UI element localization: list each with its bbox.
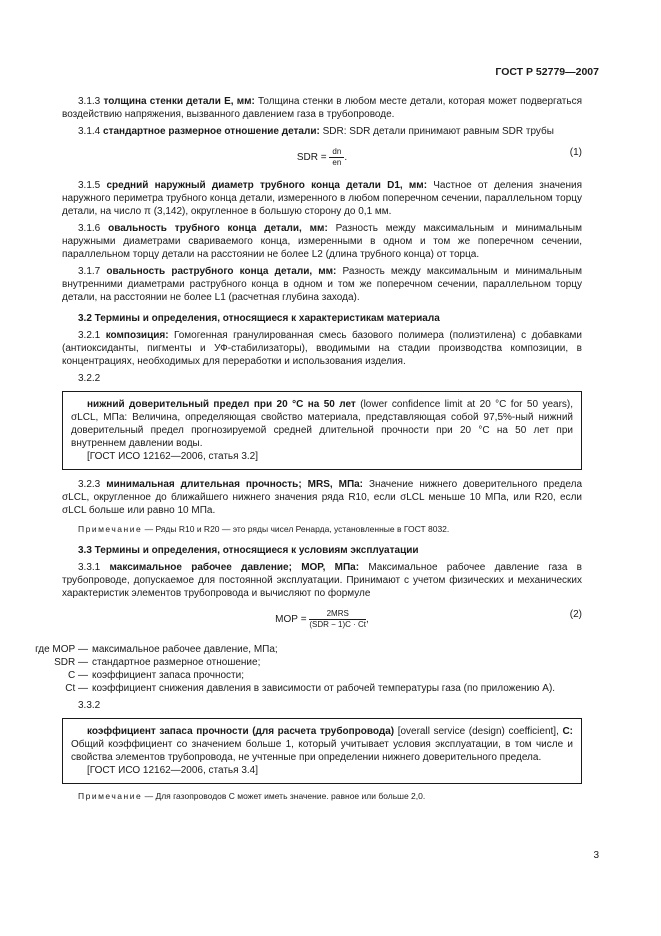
- where-row: Ct — коэффициент снижения давления в зависимости от рабочей температуры газа (по приложению А).: [65, 683, 556, 694]
- where-row: где МОР — максимальное рабочее давление, МПа;: [35, 644, 278, 655]
- where-list: [35, 643, 582, 695]
- section-3-3-heading: 3.3 Термины и определения, относящиеся к условиям эксплуатации: [78, 545, 419, 556]
- reference-3-3-2: [ГОСТ ИСО 12162—2006, статья 3.4]: [87, 765, 259, 776]
- where-row: C — коэффициент запаса прочности;: [68, 670, 244, 681]
- clause-3-1-3: 3.1.3 толщина стенки детали E, мм: Толщина стенки в любом месте детали, которая может подвергаться воздействию напряжения, вызванного давлением газа в трубопроводе.: [62, 96, 583, 120]
- document-code: ГОСТ Р 52779—2007: [495, 66, 599, 78]
- clause-3-2-1: 3.2.1 композиция: Гомогенная гранулированная смесь базового полимера (полиэтилена) с добавками (антиоксиданты, пигменты и УФ-стабилизаторы), вводимыми на стадии производства композиции, в концентрациях, необходимых для переработки и использования изделия.: [62, 330, 582, 367]
- definition-box-3-2-2: [62, 391, 582, 470]
- note-2: Примечание — Для газопроводов С может иметь значение. равное или больше 2,0.: [78, 791, 426, 801]
- section-3-2-heading: 3.2 Термины и определения, относящиеся к характеристикам материала: [78, 313, 440, 324]
- where-row: SDR — стандартное размерное отношение;: [54, 657, 261, 668]
- definition-3-2-2: нижний доверительный предел при 20 °С на 50 лет (lower confidence limit at 20 °C for 50 years), σLCL, МПа: Величина, определяющая свойство материала, представляющая собой 97,5%-ный нижний доверительный предел прогнозируемой средней длительной прочности при 20 °С на 50 лет при внутреннем давлении воды.: [71, 399, 574, 449]
- formula-2: МОР = $\frac{\text{2MRS}}{\text{(SDR − 1)C · Ct}}$ , (2): [275, 609, 582, 629]
- clause-3-1-7: 3.1.7 овальность раструбного конца детали, мм: Разность между максимальным и минимальным внутренними диаметрами раструбного конца в одном и том же поперечном сечении, параллельном торцу детали, на расстоянии не более L1 (расчетная глубина захода).: [62, 266, 582, 303]
- clause-3-2-2-number: 3.2.2: [78, 373, 101, 384]
- clause-3-3-1: 3.3.1 максимальное рабочее давление; МОР, МПа: Максимальное рабочее давление газа в трубопроводе, допускаемое для постоянной эксплуатации. Принимают с учетом физических и механических характеристик элементов трубопровода и вычисляют по формуле: [62, 562, 582, 599]
- reference-3-2-2: [ГОСТ ИСО 12162—2006, статья 3.2]: [87, 451, 259, 462]
- clause-3-1-4: 3.1.4 стандартное размерное отношение детали: SDR: SDR детали принимают равным SDR трубы: [78, 126, 554, 137]
- formula-2-number: (2): [569, 609, 582, 620]
- formula-2-fraction: $\frac{\text{2MRS}}{\text{(SDR − 1)C · Ct}}$: [309, 609, 367, 629]
- page-number: 3: [593, 850, 599, 861]
- formula-1-number: (1): [569, 147, 582, 158]
- clause-3-1-6: 3.1.6 овальность трубного конца детали, мм: Разность между максимальным и минимальным наружными диаметрами свариваемого конца, измеренными в одном и том же поперечном сечении, параллельном торцу детали на расстоянии не более L2 (длина трубного конца) от торца.: [62, 223, 582, 260]
- clause-3-2-3: 3.2.3 минимальная длительная прочность; MRS, МПа: Значение нижнего доверительного предела σLCL, округленное до ближайшего нижнего значения ряда R10, если σLCL меньше 10 МПа, или R20, если σLCL больше или равно 10 МПа.: [62, 479, 583, 516]
- page-body: [35, 95, 583, 803]
- formula-1-fraction: $\frac{dn}{en}$: [329, 147, 344, 168]
- clause-3-1-5: 3.1.5 средний наружный диаметр трубного конца детали D1, мм: Частное от деления значения наружного периметра трубного конца детали, измеренного в любом поперечном сечении, параллельном торцу детали, на число π (3,142), округленное в большую сторону до 0,1 мм.: [62, 180, 582, 217]
- definition-box-3-3-2: [62, 718, 582, 784]
- formula-1: SDR = $\frac{dn}{en}$ . (1): [296, 147, 582, 167]
- note-1: Примечание — Ряды R10 и R20 — это ряды чисел Ренарда, установленные в ГОСТ 8032.: [78, 524, 450, 534]
- definition-3-3-2: коэффициент запаса прочности (для расчета трубопровода) [overall service (design) coefficient], C: Общий коэффициент со значением больше 1, который учитывает условия эксплуатации, в том числе и свойства элементов трубопровода, не учтенные при определении нижнего доверительного предела.: [71, 726, 573, 763]
- clause-3-3-2-number: 3.3.2: [78, 700, 101, 711]
